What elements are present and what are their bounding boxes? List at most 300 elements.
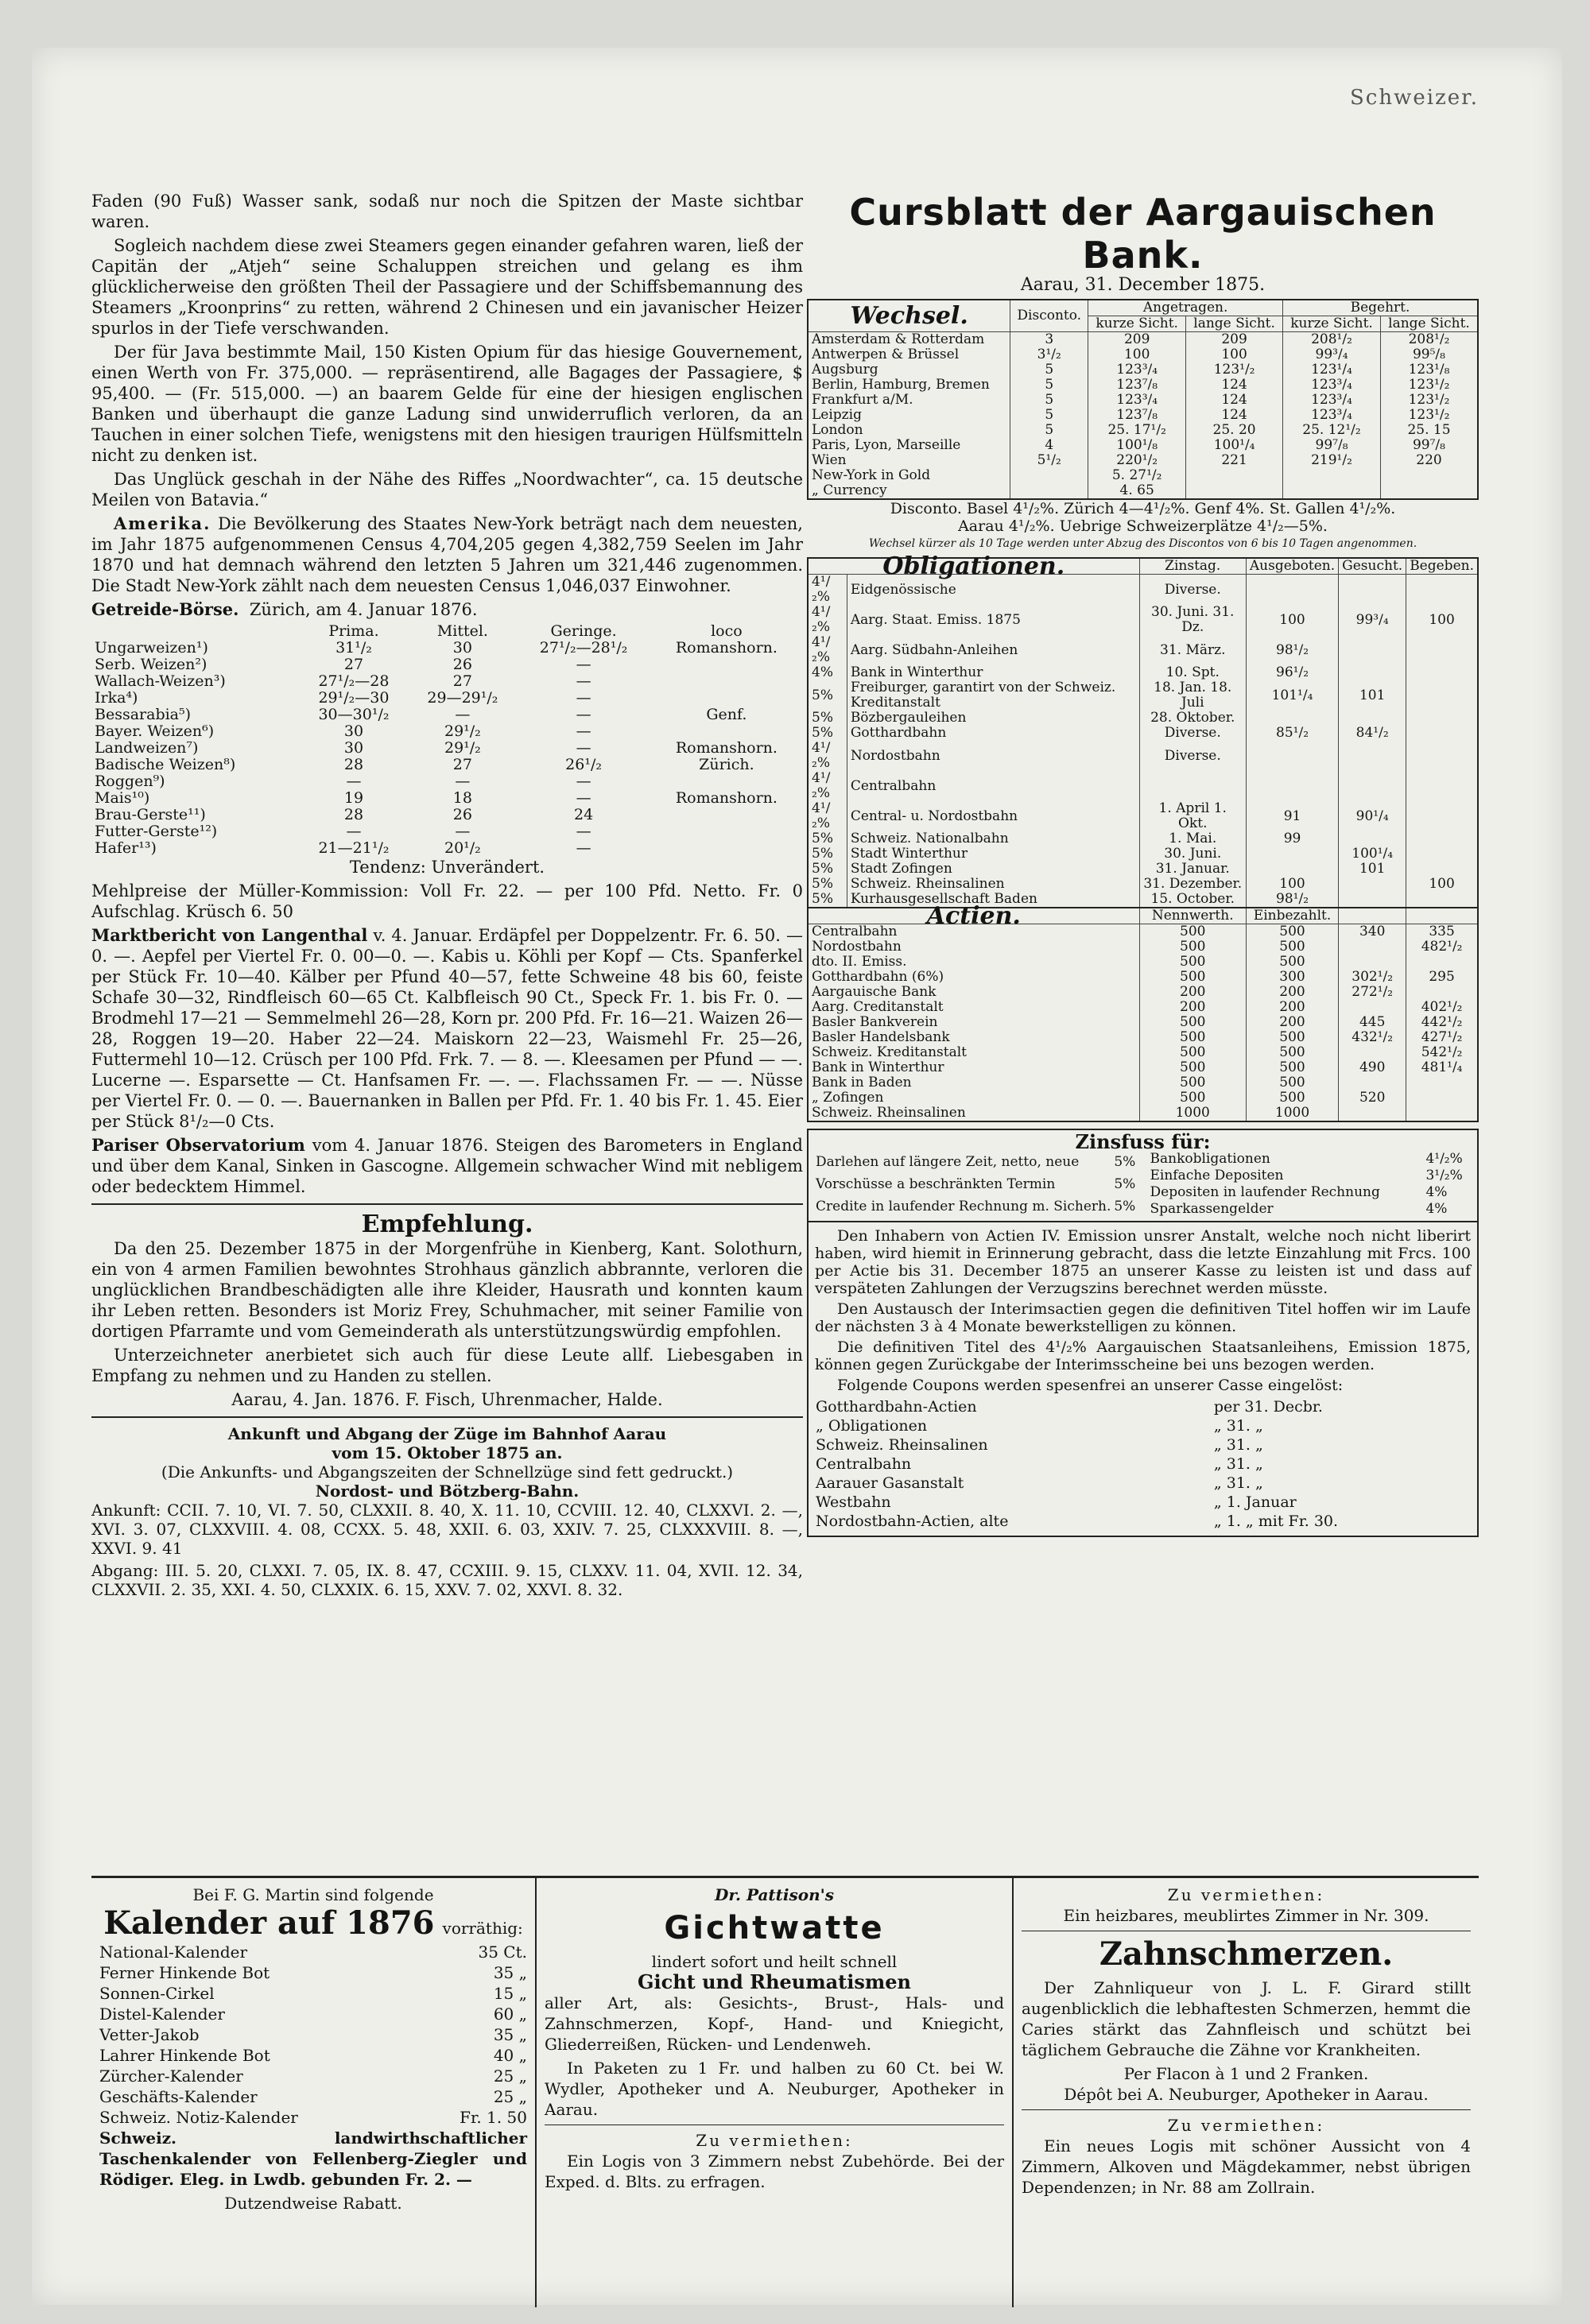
wechsel-row-cell: 220 — [1380, 453, 1478, 468]
obligation-row-cell: 4% — [808, 665, 847, 680]
martin-intro: Bei F. G. Martin sind folgende — [192, 1885, 434, 1904]
actie-row-cell: Bank in Winterthur — [808, 1060, 1139, 1075]
zug-note: (Die Ankunfts- und Abgangszeiten der Schnellzüge sind fett gedruckt.) — [161, 1462, 734, 1482]
kalender-price: 35 „ — [493, 1963, 527, 1982]
wechsel-row-cell — [1380, 468, 1478, 483]
actie-row-cell: 272¹/₂ — [1339, 985, 1406, 1000]
obligation-row-cell — [1339, 665, 1406, 680]
actie-row-cell: 1000 — [1139, 1106, 1246, 1121]
wechsel-row-cell: 209 — [1186, 332, 1283, 348]
wechsel-row-cell — [1283, 483, 1381, 499]
actie-row-cell: 500 — [1246, 1075, 1338, 1090]
grain-row-cell: 31¹/₂ — [335, 639, 372, 657]
right-column — [807, 191, 1479, 1537]
obligation-row-cell: 4¹/₂% — [808, 741, 847, 771]
obligation-row-cell — [1339, 575, 1406, 606]
kalender-item — [99, 2086, 527, 2107]
coupon-row-cell: „ 31. „ — [1213, 1417, 1263, 1435]
actie-row — [808, 1106, 1478, 1121]
verm3-text: Ein neues Logis mit schöner Aussicht von 4 Zimmern, Alkoven und Mägdekammer, nebst übrigen Dependenzen; in Nr. 88 am Zollrain. — [1022, 2136, 1471, 2197]
coupon-row-cell: „ 31. „ — [1213, 1455, 1263, 1473]
obligation-row-cell: Stadt Winterthur — [847, 846, 1139, 862]
wechsel-row-cell: 123⁷/₈ — [1088, 408, 1186, 423]
obligation-row-cell: 91 — [1246, 801, 1338, 831]
kalender-price: 60 „ — [493, 2004, 527, 2024]
grain-row-cell: — — [576, 656, 591, 673]
zins-row-cell: Einfache Depositen — [1150, 1168, 1284, 1183]
wechsel-label: Wechsel. — [808, 300, 1010, 332]
grain-header: Mittel. — [436, 622, 488, 640]
grain-row-cell — [650, 823, 803, 840]
obligation-row-cell: 101¹/₄ — [1246, 680, 1338, 711]
obligation-row — [808, 726, 1478, 741]
lange-header: lange Sicht. — [1186, 316, 1283, 332]
grain-row — [91, 740, 803, 757]
actie-row-cell: 500 — [1139, 924, 1246, 940]
wechsel-row-cell: 100 — [1186, 347, 1283, 362]
zins-row-cell: 4% — [1425, 1201, 1448, 1217]
wechsel-footnote: Wechsel kürzer als 10 Tage werden unter Abzug des Discontos von 6 bis 10 Tagen angenommen. — [868, 537, 1417, 550]
kalender-item — [99, 1962, 527, 1983]
gesucht-header: Gesucht. — [1339, 558, 1406, 575]
verm3-title: Zu vermiethen: — [1167, 2116, 1325, 2135]
amerika-paragraph — [91, 513, 803, 596]
obligation-row-cell: 101 — [1339, 680, 1406, 711]
obligation-row-cell — [1406, 665, 1478, 680]
actie-row-cell: 500 — [1139, 1015, 1246, 1030]
lange-header: lange Sicht. — [1380, 316, 1478, 332]
obligation-row-cell — [1406, 635, 1478, 665]
grain-row-cell: Irka⁴) — [95, 689, 138, 707]
actie-row-cell: dto. II. Emiss. — [808, 955, 1139, 970]
actie-row-cell: 500 — [1139, 1045, 1246, 1060]
obligationen-table — [807, 552, 1479, 1122]
obligation-row-cell — [1339, 877, 1406, 892]
grain-row-cell: 28 — [343, 806, 364, 823]
obligation-row-cell: 100 — [1406, 605, 1478, 635]
coupon-row-cell: per 31. Decbr. — [1213, 1398, 1323, 1416]
zahnschmerzen-title: Zahnschmerzen. — [1099, 1935, 1394, 1973]
actie-row-cell: 442¹/₂ — [1406, 1015, 1478, 1030]
amerika-lead: Amerika. — [114, 513, 211, 533]
obligation-row — [808, 801, 1478, 831]
obligation-row-cell: 30. Juni. — [1139, 846, 1246, 862]
ausgeboten-header: Ausgeboten. — [1246, 558, 1338, 575]
running-head: Schweizer. — [1350, 86, 1479, 110]
wechsel-row — [808, 453, 1478, 468]
obligation-row-cell: 84¹/₂ — [1339, 726, 1406, 741]
obligation-row-cell — [1406, 801, 1478, 831]
disconto-header: Disconto. — [1010, 300, 1088, 332]
obligation-row-cell — [1246, 741, 1338, 771]
verm2-title: Zu vermiethen: — [1167, 1885, 1325, 1904]
divider — [91, 1416, 803, 1418]
actien-rows — [808, 924, 1478, 1122]
grain-row-cell: — — [576, 689, 591, 707]
martin-avail: vorräthig: — [442, 1919, 523, 1938]
actie-row-cell: 1000 — [1246, 1106, 1338, 1121]
obligation-row-cell: 101 — [1339, 862, 1406, 877]
grain-rows — [91, 640, 803, 857]
grain-row-cell: 18 — [452, 789, 472, 807]
obligation-row-cell — [1406, 575, 1478, 606]
grain-row-cell: — — [576, 839, 591, 857]
news-paragraph: Das Unglück geschah in der Nähe des Riffes „Noordwachter“, ca. 15 deutsche Meilen von Batavia.“ — [91, 470, 803, 509]
coupon-row-cell: Aarauer Gasanstalt — [816, 1474, 964, 1492]
actie-row-cell — [1406, 955, 1478, 970]
obligation-row-cell: Aarg. Südbahn-Anleihen — [847, 635, 1139, 665]
zins-row — [815, 1173, 1137, 1195]
wechsel-row-cell: 123³/₄ — [1283, 393, 1381, 408]
grain-row-cell: 30—30¹/₂ — [318, 706, 390, 723]
empfehlung-text: Da den 25. Dezember 1875 in der Morgenfrühe in Kienberg, Kant. Solothurn, ein von 4 armen Familien bewohntes Strohhaus gänzlich abbrannte, verloren die unglücklichen Brandbeschädigten alle ihre Kleider, Hausrath und konnten kaum ihr Leben retten. Besonders ist Moriz Frey, Schuhmacher, mit seiner Familie von dortigen Pfarramte und vom Gemeinderath als unterstützungswürdig empfohlen. — [91, 1239, 803, 1341]
obligation-row-cell — [1246, 862, 1338, 877]
actie-row-cell: Gotthardbahn (6%) — [808, 970, 1139, 985]
wechsel-row-cell: 123¹/₂ — [1380, 408, 1478, 423]
wechsel-row-cell — [1186, 468, 1283, 483]
obligation-row-cell: 100 — [1246, 605, 1338, 635]
obligation-row — [808, 741, 1478, 771]
obligation-row — [808, 846, 1478, 862]
obligation-row-cell: 18. Jan. 18. Juli — [1139, 680, 1246, 711]
obligation-row-cell: 31. März. — [1139, 635, 1246, 665]
grain-row-cell: Landweizen⁷) — [95, 739, 199, 757]
empfehlung-signature: Aarau, 4. Jan. 1876. F. Fisch, Uhrenmacher, Halde. — [231, 1390, 663, 1409]
actie-row-cell: 500 — [1139, 1075, 1246, 1090]
bank-notices — [807, 1222, 1479, 1537]
grain-table — [91, 623, 803, 857]
boerse-title: Getreide-Börse. — [91, 599, 239, 619]
grain-row — [91, 723, 803, 740]
actie-row-cell: 500 — [1139, 970, 1246, 985]
kalender-name: Zürcher-Kalender — [99, 2066, 243, 2086]
obligation-row — [808, 665, 1478, 680]
obligation-row-cell: Bank in Winterthur — [847, 665, 1139, 680]
grain-row-cell: Bayer. Weizen⁶) — [95, 722, 215, 740]
kalender-item — [99, 1983, 527, 2004]
wechsel-row-cell: 123⁷/₈ — [1088, 378, 1186, 393]
coupon-row — [815, 1493, 1471, 1512]
obligation-row-cell: 5% — [808, 711, 847, 726]
kalender-item — [99, 2004, 527, 2024]
grain-row — [91, 807, 803, 823]
obligation-row-cell: 4¹/₂% — [808, 605, 847, 635]
obligation-row-cell: 10. Spt. — [1139, 665, 1246, 680]
disconto-line: Aarau 4¹/₂%. Uebrige Schweizerplätze 4¹/₂—5%. — [958, 517, 1328, 535]
grain-row-cell: Hafer¹³) — [95, 839, 157, 857]
grain-row-cell: 30 — [343, 739, 364, 757]
wechsel-row-cell: 100¹/₄ — [1186, 438, 1283, 453]
kalender-price: 40 „ — [493, 2046, 527, 2065]
wechsel-row-cell: 123³/₄ — [1088, 362, 1186, 378]
markt-title: Marktbericht von Langenthal — [91, 925, 368, 945]
advertisements — [91, 1876, 1479, 2307]
obligation-row-cell: 5% — [808, 680, 847, 711]
grain-row-cell — [650, 773, 803, 790]
zins-row-cell: Depositen in laufender Rechnung — [1150, 1184, 1380, 1200]
grain-row-cell: 21—21¹/₂ — [318, 839, 390, 857]
markt-text: v. 4. Januar. Erdäpfel per Doppelzentr. Fr. 6. 50. — 0. —. Aepfel per Viertel Fr. 0. 00—0. —. Kabis u. Köhli per Kopf — Cts. Spanferkel per Stück Fr. 10—40. Kälber per Pfund 40—57, fette Schweine 48 bis 60, feiste Schafe 30—32, Rindfleisch 60—65 Ct. Kalbfleisch 90 Ct., Speck Fr. 1. bis Fr. 0. — Brodmehl 17—21 — Semmelmehl 26—28, Korn pr. 200 Pfd. Fr. 16—21. Waizen 26—28, Roggen 19—20. Haber 22—24. Maiskorn 22—23, Waismehl Fr. 25—26, Futtermehl 10—12. Crüsch per 100 Pfd. Frk. 7. — 8. —. Kleesamen per Pfund — —. Lucerne —. Esparsette — Ct. Hanfsamen Fr. —. —. Flachssamen Fr. — —. Nüsse per Viertel Fr. 0. — 0. —. Bauernanken in Ballen per Pfd. Fr. 1. 40 bis Fr. 1. 45. Eier per Stück 8¹/₂—0 Cts. — [91, 926, 803, 1131]
wechsel-row-cell: 25. 17¹/₂ — [1088, 423, 1186, 438]
grain-row-cell: 24 — [573, 806, 594, 823]
verm1-title: Zu vermiethen: — [696, 2131, 853, 2150]
grain-row — [91, 823, 803, 840]
wechsel-table — [807, 299, 1479, 500]
paris-title: Pariser Observatorium — [91, 1135, 305, 1155]
actie-row-cell: Basler Bankverein — [808, 1015, 1139, 1030]
grain-row-cell: 30 — [452, 639, 472, 657]
actie-row — [808, 970, 1478, 985]
actie-row — [808, 924, 1478, 940]
bank-notice: Den Austausch der Interimsactien gegen die definitiven Titel hoffen wir im Laufe der nächsten 3 à 4 Monate bewerkstelligen zu können. — [815, 1300, 1471, 1335]
grain-row-cell — [650, 840, 803, 857]
obligation-row-cell: 85¹/₂ — [1246, 726, 1338, 741]
kalender-item — [99, 1942, 527, 1962]
obligation-row-cell — [1406, 831, 1478, 846]
obligation-row-cell — [1246, 711, 1338, 726]
wechsel-row-cell: 3 — [1010, 332, 1088, 348]
gicht-bold: Gicht und Rheumatismen — [637, 1970, 912, 1993]
wechsel-row-cell — [1010, 468, 1088, 483]
grain-header: loco — [711, 622, 743, 640]
actie-row — [808, 1000, 1478, 1015]
zins-row-cell: 3¹/₂% — [1425, 1168, 1463, 1183]
obligation-row-cell: Bözbergauleihen — [847, 711, 1139, 726]
wechsel-row-cell: 123¹/₄ — [1283, 362, 1381, 378]
kalender-title: Kalender auf 1876 — [103, 1904, 435, 1942]
zins-row-cell: Sparkassengelder — [1150, 1201, 1274, 1217]
coupon-table — [815, 1397, 1471, 1531]
grain-row-cell: Zürich. — [699, 756, 754, 773]
obligation-row-cell: 90¹/₄ — [1339, 801, 1406, 831]
wechsel-row-cell: New-York in Gold — [808, 468, 1010, 483]
angetragen-header: Angetragen. — [1088, 300, 1283, 316]
grain-row-cell: — — [346, 773, 362, 790]
obligation-row-cell: 31. Dezember. — [1139, 877, 1246, 892]
empfehlung-title: Empfehlung. — [361, 1210, 533, 1238]
left-column — [91, 191, 803, 1602]
obligation-row-cell: Gotthardbahn — [847, 726, 1139, 741]
actie-row-cell — [1406, 1106, 1478, 1121]
grain-row — [91, 790, 803, 807]
obligation-row-cell: Diverse. — [1139, 741, 1246, 771]
actie-row-cell — [1339, 1045, 1406, 1060]
actie-row-cell: 500 — [1246, 1090, 1338, 1106]
wechsel-row-cell: Berlin, Hamburg, Bremen — [808, 378, 1010, 393]
actie-row-cell: 432¹/₂ — [1339, 1030, 1406, 1045]
obligation-row — [808, 711, 1478, 726]
obligation-row-cell — [1406, 726, 1478, 741]
wechsel-row — [808, 468, 1478, 483]
wechsel-row-cell: Antwerpen & Brüssel — [808, 347, 1010, 362]
news-paragraph: Sogleich nachdem diese zwei Steamers gegen einander gefahren waren, ließ der Capitän der „Atjeh“ seine Schaluppen streichen und gelang es ihm glücklicherweise den größten Theil der Passagiere und der Schiffsbemannung des Steamers „Kroonprins“ zu retten, während 2 Chinesen und ein javanischer Heizer spurlos in der Tiefe verschwanden. — [91, 236, 803, 338]
actie-row-cell: 300 — [1246, 970, 1338, 985]
obligation-row-cell: 31. Januar. — [1139, 862, 1246, 877]
grain-row-cell: — — [576, 722, 591, 740]
grain-row — [91, 640, 803, 657]
wechsel-row-cell: 4 — [1010, 438, 1088, 453]
zins-row — [815, 1151, 1137, 1173]
obligation-row-cell: Freiburger, garantirt von der Schweiz. Kreditanstalt — [847, 680, 1139, 711]
coupon-row — [815, 1454, 1471, 1474]
actie-row-cell: 542¹/₂ — [1406, 1045, 1478, 1060]
grain-row — [91, 840, 803, 857]
coupon-row-cell: „ Obligationen — [816, 1417, 928, 1435]
obligation-row — [808, 635, 1478, 665]
actie-row-cell: 200 — [1139, 1000, 1246, 1015]
actie-row-cell: 335 — [1406, 924, 1478, 940]
actie-row-cell — [1339, 1106, 1406, 1121]
kalender-name: Geschäfts-Kalender — [99, 2087, 258, 2106]
wechsel-row-cell: 208¹/₂ — [1283, 332, 1381, 348]
obligation-row — [808, 831, 1478, 846]
obligation-row-cell: 96¹/₂ — [1246, 665, 1338, 680]
grain-row-cell: Genf. — [706, 706, 747, 723]
obligation-row-cell: 5% — [808, 892, 847, 908]
obligation-row-cell: Diverse. — [1139, 726, 1246, 741]
wechsel-row-cell: Leipzig — [808, 408, 1010, 423]
zins-row-cell: 5% — [1114, 1198, 1136, 1214]
tendenz: Tendenz: Unverändert. — [349, 858, 545, 877]
obligation-row-cell — [1246, 846, 1338, 862]
kalender-item — [99, 2107, 527, 2128]
obligation-row — [808, 892, 1478, 908]
obligation-row-cell — [1339, 635, 1406, 665]
kurze-header: kurze Sicht. — [1283, 316, 1381, 332]
obligation-row-cell — [1339, 831, 1406, 846]
wechsel-row-cell: 5¹/₂ — [1010, 453, 1088, 468]
grain-row-cell — [650, 723, 803, 740]
wechsel-row-cell: London — [808, 423, 1010, 438]
martin-rabatt: Dutzendweise Rabatt. — [224, 2194, 402, 2213]
grain-row — [91, 657, 803, 673]
wechsel-row — [808, 393, 1478, 408]
nennwerth-header: Nennwerth. — [1139, 908, 1246, 924]
grain-row-cell: Romanshorn. — [675, 789, 778, 807]
gicht-sub: lindert sofort und heilt schnell — [651, 1952, 898, 1971]
actie-row — [808, 1075, 1478, 1090]
grain-row-cell: 26 — [452, 806, 472, 823]
wechsel-row-cell: Augsburg — [808, 362, 1010, 378]
actie-row-cell: Basler Handelsbank — [808, 1030, 1139, 1045]
coupon-row-cell: Schweiz. Rheinsalinen — [816, 1436, 988, 1454]
zug-abgang: Abgang: III. 5. 20, CLXXI. 7. 05, IX. 8. 47, CCXIII. 9. 15, CLXXV. 11. 04, XVII. 12. 34, CLXXVII. 2. 35, XXI. 4. 50, CLXXIX. 6. 15, XXV. 7. 02, XXVI. 8. 32. — [91, 1561, 803, 1599]
grain-row-cell: 27¹/₂—28¹/₂ — [539, 639, 628, 657]
grain-row-cell: Wallach-Weizen³) — [95, 672, 226, 690]
bank-title: Cursblatt der Aargauischen Bank. — [849, 191, 1437, 277]
actie-row-cell — [1406, 1075, 1478, 1090]
kalender-price: Fr. 1. 50 — [460, 2108, 527, 2127]
verm2-text: Ein heizbares, meublirtes Zimmer in Nr. 309. — [1063, 1906, 1429, 1925]
wechsel-row-cell: Wien — [808, 453, 1010, 468]
wechsel-row-cell: 123¹/₂ — [1380, 378, 1478, 393]
wechsel-row — [808, 332, 1478, 348]
actie-row-cell: 200 — [1246, 1015, 1338, 1030]
paris-paragraph — [91, 1135, 803, 1197]
obligation-row-cell: 98¹/₂ — [1246, 635, 1338, 665]
bank-notice: Die definitiven Titel des 4¹/₂% Aargauischen Staatsanleihens, Emission 1875, können gegen Zurückgabe der Interimsscheine bei uns bezogen werden. — [815, 1338, 1471, 1373]
obligation-row — [808, 877, 1478, 892]
wechsel-row — [808, 378, 1478, 393]
actie-row-cell — [1339, 1000, 1406, 1015]
bank-date: Aarau, 31. December 1875. — [1020, 275, 1266, 295]
zug-ankunft: Ankunft: CCII. 7. 10, VI. 7. 50, CLXXII. 8. 40, X. 11. 10, CCVIII. 12. 40, CLXXVI. 2. —, XVI. 3. 07, CLXXVIII. 4. 08, CCXX. 5. 48, XXII. 6. 03, XXIV. 7. 25, CLXXXVIII. 8. —, XXVI. 9. 41 — [91, 1501, 803, 1558]
wechsel-row-cell: 124 — [1186, 378, 1283, 393]
obligation-row-cell — [1246, 575, 1338, 606]
zins-row — [1150, 1151, 1472, 1168]
mehlpreise: Mehlpreise der Müller-Kommission: Voll Fr. 22. — per 100 Pfd. Netto. Fr. 0 Aufschlag. Krüsch 6. 50 — [91, 881, 803, 921]
kalender-item — [99, 2024, 527, 2045]
zinsfuss-title: Zinsfuss für: — [1075, 1130, 1211, 1153]
obligation-row-cell: Eidgenössische — [847, 575, 1139, 606]
grain-row-cell: 27 — [452, 756, 472, 773]
coupon-row-cell: „ 1. „ mit Fr. 30. — [1213, 1513, 1339, 1530]
wechsel-row-cell: 219¹/₂ — [1283, 453, 1381, 468]
obligation-row-cell — [1139, 771, 1246, 801]
wechsel-row-cell: 100 — [1088, 347, 1186, 362]
wechsel-row-cell: 221 — [1186, 453, 1283, 468]
wechsel-row — [808, 408, 1478, 423]
grain-row-cell: 20¹/₂ — [444, 839, 481, 857]
wechsel-row-cell: 25. 12¹/₂ — [1283, 423, 1381, 438]
actie-row-cell: 500 — [1246, 1060, 1338, 1075]
zins-row-cell: Bankobligationen — [1150, 1151, 1270, 1167]
obligation-row-cell: 1. April 1. Okt. — [1139, 801, 1246, 831]
wechsel-row-cell: 5 — [1010, 362, 1088, 378]
zins-row-cell: 4% — [1425, 1184, 1448, 1200]
begeben-header: Begeben. — [1406, 558, 1478, 575]
actie-row — [808, 1045, 1478, 1060]
obligation-row-cell: 99³/₄ — [1339, 605, 1406, 635]
grain-row-cell — [650, 690, 803, 707]
obligation-row-cell: 5% — [808, 862, 847, 877]
grain-row-cell: — — [346, 823, 362, 840]
wechsel-row-cell: 123³/₄ — [1088, 393, 1186, 408]
zinsfuss-box — [807, 1129, 1479, 1222]
actie-row-cell: 340 — [1339, 924, 1406, 940]
coupon-row — [815, 1397, 1471, 1416]
obligation-row-cell: Diverse. — [1139, 575, 1246, 606]
obligation-row — [808, 862, 1478, 877]
coupon-row-cell: „ 1. Januar — [1213, 1493, 1297, 1511]
grain-row-cell: — — [576, 773, 591, 790]
wechsel-row-cell: 3¹/₂ — [1010, 347, 1088, 362]
grain-row-cell — [650, 673, 803, 690]
wechsel-row — [808, 423, 1478, 438]
wechsel-row — [808, 347, 1478, 362]
grain-row-cell: Ungarweizen¹) — [95, 639, 208, 657]
kalender-price: 25 „ — [493, 2066, 527, 2086]
zins-row-cell: 4¹/₂% — [1425, 1151, 1463, 1167]
actie-row-cell: Schweiz. Rheinsalinen — [808, 1106, 1139, 1121]
actie-row-cell: 200 — [1246, 1000, 1338, 1015]
boerse-heading — [91, 599, 803, 620]
kalender-price: 15 „ — [493, 1984, 527, 2003]
bank-notice: Den Inhabern von Actien IV. Emission unsrer Anstalt, welche noch nicht liberirt haben, wird hiemit in Erinnerung gebracht, dass die letzte Einzahlung mit Frcs. 100 per Actie bis 31. December 1875 an unserer Kasse zu leisten ist und dass auf verspäteten Zahlungen der Verzugszins berechnet werden müsste. — [815, 1227, 1471, 1297]
obligation-row-cell — [1339, 711, 1406, 726]
divider — [1022, 2109, 1471, 2110]
divider — [91, 1203, 803, 1205]
actie-row-cell: 500 — [1246, 1030, 1338, 1045]
obligation-row — [808, 771, 1478, 801]
grain-row-cell: Roggen⁹) — [95, 773, 165, 790]
ad-gichtwatte — [537, 1878, 1014, 2307]
wechsel-row-cell: 5 — [1010, 393, 1088, 408]
actie-row-cell: 500 — [1139, 939, 1246, 955]
obligation-row-cell — [1339, 892, 1406, 908]
wechsel-row-cell: Frankfurt a/M. — [808, 393, 1010, 408]
coupon-row — [815, 1512, 1471, 1531]
